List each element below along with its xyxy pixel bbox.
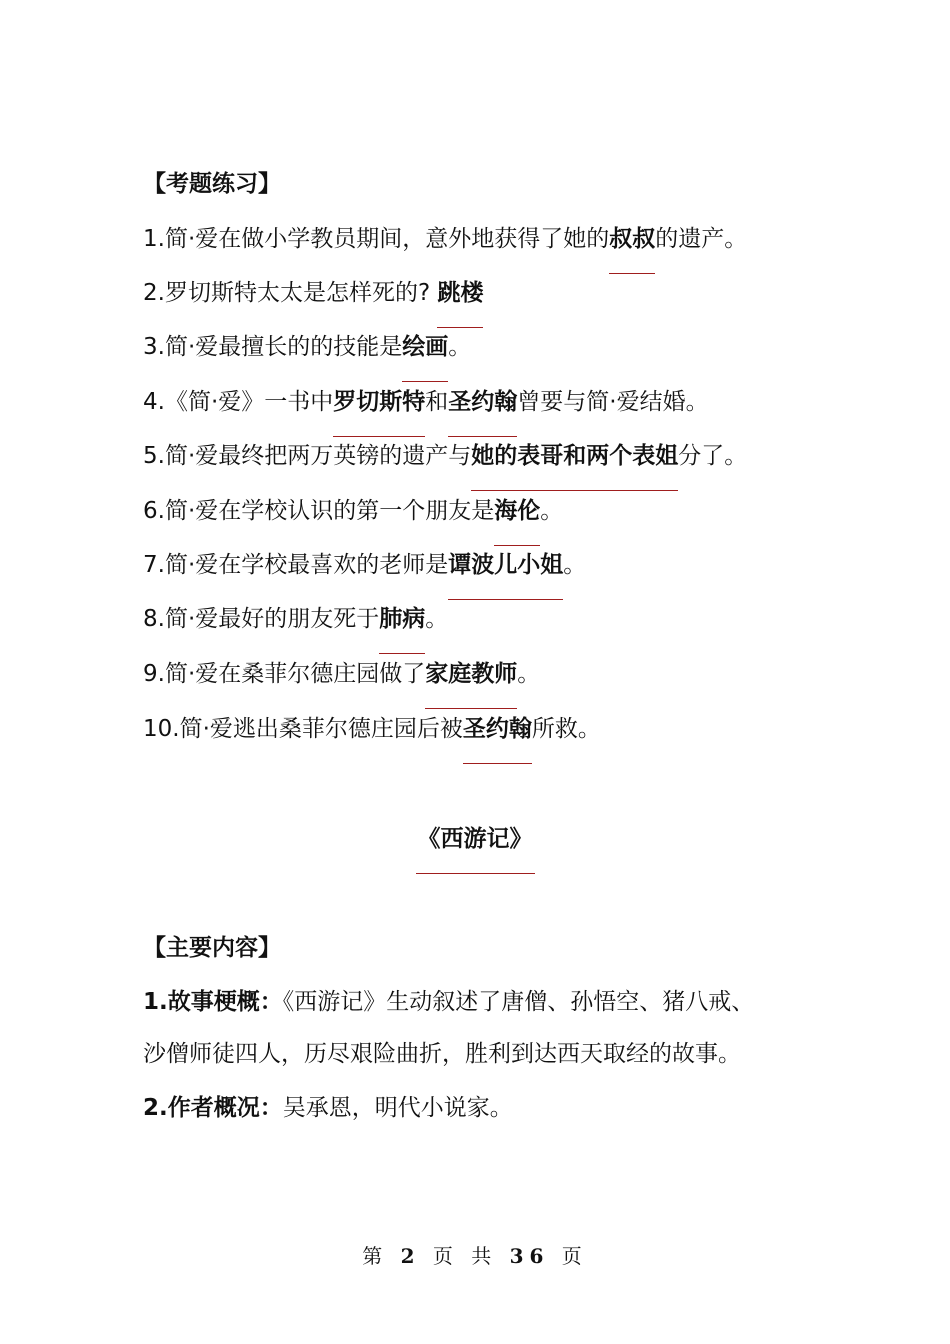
question-text-end: 曾要与简·爱结婚。: [517, 389, 709, 415]
synopsis-line-1: [143, 984, 754, 1020]
question-text: 3.简·爱最擅长的的技能是: [143, 334, 403, 360]
question-text: 1.简·爱在做小学教员期间，意外地获得了她的: [143, 226, 610, 252]
question-text-end: 。: [517, 661, 541, 687]
answer-2: 圣约翰: [448, 384, 517, 420]
exercise-item-4: [143, 384, 709, 420]
footer-mid: 页 共: [432, 1244, 498, 1268]
answer: 海伦: [494, 493, 540, 529]
content-heading: 【主要内容】: [143, 935, 281, 961]
answer: 绘画: [402, 329, 448, 365]
page-footer: [0, 1240, 950, 1272]
question-text: 2.罗切斯特太太是怎样死的?: [143, 280, 438, 306]
exercise-item-9: [143, 656, 540, 692]
question-text-end: 。: [540, 498, 564, 524]
exercise-item-7: [143, 547, 586, 583]
question-text-end: 的遗产。: [655, 226, 748, 252]
exercise-item-1: [143, 221, 747, 257]
author-line: [143, 1090, 513, 1126]
question-text: 7.简·爱在学校最喜欢的老师是: [143, 552, 449, 578]
book-title-text: 《西游记》: [418, 821, 533, 857]
question-text-end: 分了。: [678, 443, 748, 469]
footer-post: 页: [561, 1244, 588, 1268]
book-title: [0, 821, 950, 857]
author-label: 2.作者概况：: [143, 1095, 283, 1121]
answer: 她的表哥和两个表姐: [471, 438, 678, 474]
question-text-end: 所救。: [531, 716, 601, 742]
question-text-mid: 和: [425, 389, 449, 415]
exercise-item-3: [143, 329, 471, 365]
exercise-item-10: [143, 711, 601, 747]
footer-pre: 第: [362, 1244, 389, 1268]
synopsis-label: 1.故事梗概：: [143, 989, 283, 1015]
exercise-item-5: [143, 438, 747, 474]
exercise-item-6: [143, 493, 563, 529]
answer: 罗切斯特: [333, 384, 425, 420]
question-text: 5.简·爱最终把两万英镑的遗产与: [143, 443, 472, 469]
total-pages-number: 36: [509, 1244, 550, 1268]
current-page-number: 2: [400, 1244, 421, 1268]
question-text: 6.简·爱在学校认识的第一个朋友是: [143, 498, 495, 524]
answer: 谭波儿小姐: [448, 547, 563, 583]
answer: 圣约翰: [463, 711, 532, 747]
synopsis-text: 《西游记》生动叙述了唐僧、孙悟空、猪八戒、: [282, 989, 755, 1015]
answer: 跳楼: [437, 275, 483, 311]
question-text: 8.简·爱最好的朋友死于: [143, 606, 380, 632]
question-text: 9.简·爱在桑菲尔德庄园做了: [143, 661, 426, 687]
question-text-end: 。: [448, 334, 472, 360]
question-text: 4.《简·爱》一书中: [143, 389, 334, 415]
synopsis-line-2: 沙僧师徒四人，历尽艰险曲折，胜利到达西天取经的故事。: [143, 1041, 741, 1067]
question-text-end: 。: [425, 606, 449, 632]
answer: 叔叔: [609, 221, 655, 257]
question-text: 10.简·爱逃出桑菲尔德庄园后被: [143, 716, 463, 742]
exercise-heading: 【考题练习】: [143, 171, 281, 197]
answer: 肺病: [379, 601, 425, 637]
question-text-end: 。: [563, 552, 587, 578]
exercise-item-8: [143, 601, 448, 637]
author-text: 吴承恩，明代小说家。: [282, 1095, 513, 1121]
answer: 家庭教师: [425, 656, 517, 692]
exercise-item-2: [143, 275, 483, 311]
